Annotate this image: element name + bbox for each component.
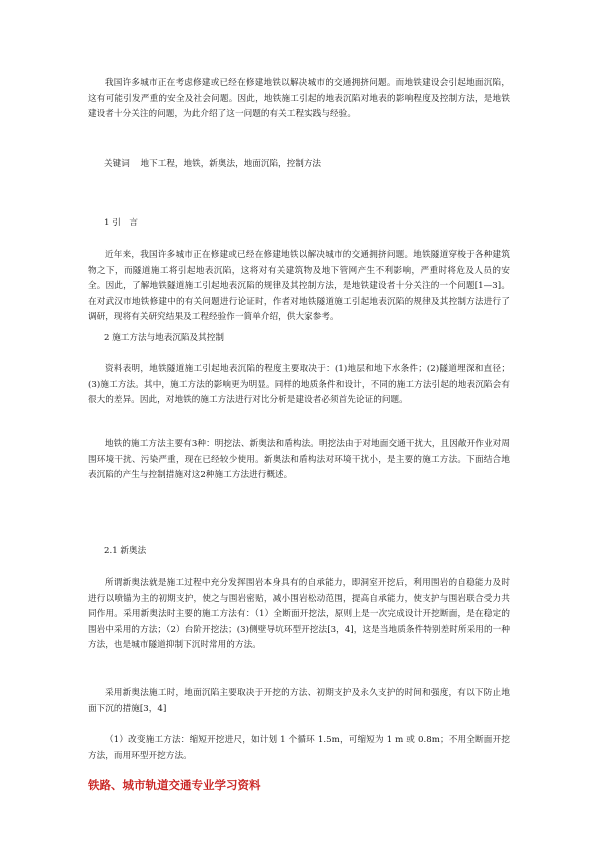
keywords-text: 地下工程，地铁，新奥法，地面沉陷，控制方法 <box>140 159 322 169</box>
section2-paragraph-2: 地铁的施工方法主要有3种：明挖法、新奥法和盾构法。明挖法由于对地面交通干扰大，且因敞开作业对周围环境干扰、污染严重，现在已经较少使用。新奥法和盾构法对环境干扰小，是主要的施工方法。下面结合地表沉陷的产生与控制措施对这2种施工方法进行概述。 <box>88 439 510 481</box>
footer-banner: 铁路、城市轨道交通专业学习资料 <box>88 778 261 792</box>
keywords-line <box>104 157 321 172</box>
section2-paragraph-1: 资料表明，地铁隧道施工引起地表沉陷的程度主要取决于：(1)地层和地下水条件；(2)隧道埋深和直径；(3)施工方法。其中，施工方法的影响更为明显。同样的地质条件和设计，不同的施工方法引起的地表沉陷会有很大的差异。因此，对地铁的施工方法进行对比分析是建设者必须首先论证的问题。 <box>88 364 510 406</box>
section2-1-paragraph-2: 采用新奥法施工时，地面沉陷主要取决于开挖的方法、初期支护及永久支护的时间和强度，有以下防止地面下沉的措施[3，4] <box>88 688 510 714</box>
keywords-label: 关键词 <box>104 159 130 169</box>
section2-1-paragraph-1: 所谓新奥法就是施工过程中充分发挥围岩本身具有的自承能力，即洞室开挖后，利用围岩的自稳能力及时进行以喷锚为主的初期支护，使之与围岩密贴，减小围岩松动范围，提高自承能力，使支护与围岩联合受力共同作用。采用新奥法时主要的施工方法有：（1）全断面开挖法，原则上是一次完成设计开挖断面，是在稳定的围岩中采用的方法；（2）台阶开挖法；(3)侧壁导坑环型开挖法[3，4]，这是当地质条件特别差时所采用的一种方法，也是城市隧道抑制下沉时常用的方法。 <box>88 578 510 651</box>
section2-1-heading: 2.1 新奥法 <box>104 546 147 556</box>
section2-heading: 2 施工方法与地表沉陷及其控制 <box>104 333 224 343</box>
section2-1-paragraph-3: （1）改变施工方法：缩短开挖进尺，如计划 1 个循环 1.5m，可缩短为 1 m 或 0.8m；不用全断面开挖方法，而用环型开挖方法。 <box>88 735 510 761</box>
abstract-paragraph: 我国许多城市正在考虑修建或已经在修建地铁以解决城市的交通拥挤问题。而地铁建设会引起地面沉陷，这有可能引发严重的安全及社会问题。因此，地铁施工引起的地表沉陷对地表的影响程度及控制方法，是地铁建设者十分关注的问题，为此介绍了这一问题的有关工程实践与经验。 <box>88 78 510 120</box>
section1-heading: 1 引 言 <box>104 218 138 228</box>
section1-paragraph: 近年来，我国许多城市正在修建或已经在修建地铁以解决城市的交通拥挤问题。地铁隧道穿梭于各种建筑物之下，而隧道施工将引起地表沉陷，这将对有关建筑物及地下管网产生不利影响，严重时将危及人员的安全。因此，了解地铁隧道施工引起地表沉陷的规律及其控制方法，是地铁建设者十分关注的一个问题[1—3]。在对武汉市地铁修建中的有关问题进行论证时，作者对地铁隧道施工引起地表沉陷的规律及其控制方法进行了调研，现将有关研究结果及工程经验作一简单介绍，供大家参考。 <box>88 250 510 323</box>
